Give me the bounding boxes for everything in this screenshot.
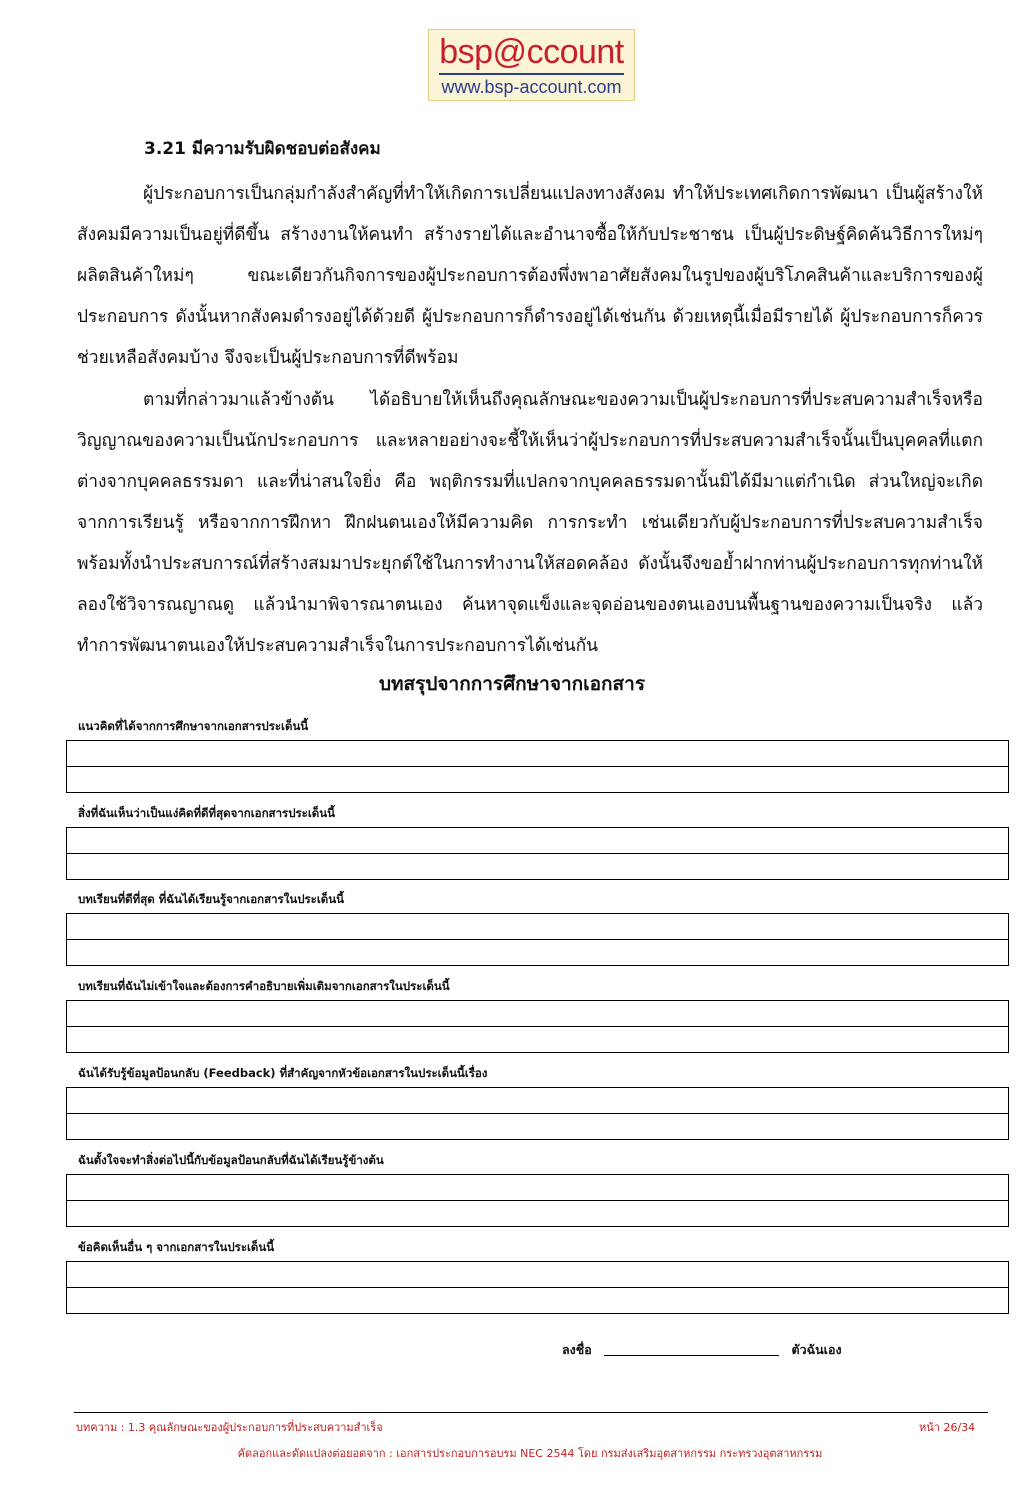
answer-box xyxy=(66,1174,1009,1227)
section-label: บทเรียนที่ดีที่สุด ที่ฉันได้เรียนรู้จากเอกสารในประเด็นนี้ xyxy=(78,892,344,906)
body-paragraph-1: ผู้ประกอบการเป็นกลุ่มกำลังสำคัญที่ทำให้เกิดการเปลี่ยนแปลงทางสังคม ทำให้ประเทศเกิดการพัฒนา เป็นผู้สร้างให้สังคมมีความเป็นอยู่ที่ดีขึ้น สร้างงานให้คนทำ สร้างรายได้และอำนาจซื้อให้กับประชาชน เป็นผู้ประดิษฐ์คิดค้นวิธีการใหม่ๆ ผลิตสินค้าใหม่ๆ ขณะเดียวกันกิจการของผู้ประกอบการต้องพึ่งพาอาศัยสังคมในรูปของผู้บริโภคสินค้าและบริการของผู้ประกอบการ ดังนั้นหากสังคมดำรงอยู่ได้ด้วยดี ผู้ประกอบการก็ดำรงอยู่ได้เช่นกัน ด้วยเหตุนี้เมื่อมีรายได้ ผู้ประกอบการก็ควรช่วยเหลือสังคมบ้าง จึงจะเป็นผู้ประกอบการที่ดีพร้อม xyxy=(77,184,983,368)
summary-section-next-actions xyxy=(66,1152,1009,1227)
answer-line-2[interactable] xyxy=(67,1026,1008,1052)
answer-box xyxy=(66,913,1009,966)
section-label: ฉันได้รับรู้ข้อมูลป้อนกลับ (Feedback) ที่สำคัญจากหัวข้อเอกสารในประเด็นนี้เรื่อง xyxy=(78,1066,488,1080)
signature-line xyxy=(562,1340,842,1360)
summary-section-best-insight xyxy=(66,805,1009,880)
signature-blank[interactable] xyxy=(604,1355,779,1356)
answer-line-1[interactable] xyxy=(67,1001,1008,1026)
footer-divider xyxy=(74,1412,988,1413)
section-label: ฉันตั้งใจจะทำสิ่งต่อไปนี้กับข้อมูลป้อนกลับที่ฉันได้เรียนรู้ข้างต้น xyxy=(78,1153,384,1167)
answer-box xyxy=(66,1261,1009,1314)
footer-source-credit: คัดลอกและดัดแปลงต่อยอดจาก : เอกสารประกอบการอบรม NEC 2544 โดย กรมส่งเสริมอุตสาหกรรม กระทรวงอุตสาหกรรม xyxy=(237,1447,823,1460)
answer-box xyxy=(66,827,1009,880)
summary-section-concepts xyxy=(66,718,1009,793)
answer-line-1[interactable] xyxy=(67,914,1008,939)
signature-prefix: ลงชื่อ xyxy=(562,1342,592,1357)
summary-section-best-lesson xyxy=(66,891,1009,966)
summary-section-unclear-lesson xyxy=(66,978,1009,1053)
section-label: ข้อคิดเห็นอื่น ๆ จากเอกสารในประเด็นนี้ xyxy=(78,1240,275,1254)
summary-section-feedback xyxy=(66,1065,1009,1140)
answer-line-1[interactable] xyxy=(67,1175,1008,1200)
summary-section-other-comments xyxy=(66,1239,1009,1314)
section-heading: 3.21 มีความรับผิดชอบต่อสังคม xyxy=(144,139,381,159)
answer-line-1[interactable] xyxy=(67,1262,1008,1287)
answer-line-2[interactable] xyxy=(67,1113,1008,1139)
body-paragraph-2: ตามที่กล่าวมาแล้วข้างต้น ได้อธิบายให้เห็นถึงคุณลักษณะของความเป็นผู้ประกอบการที่ประสบความสำเร็จหรือวิญญาณของความเป็นนักประกอบการ และหลายอย่างจะชี้ให้เห็นว่าผู้ประกอบการที่ประสบความสำเร็จนั้นเป็นบุคคลที่แตกต่างจากบุคคลธรรมดา และที่น่าสนใจยิ่ง คือ พฤติกรรมที่แปลกจากบุคคลธรรมดานั้นมิได้มีมาแต่กำเนิด ส่วนใหญ่จะเกิดจากการเรียนรู้ หรือจากการฝึกหา ฝึกฝนตนเองให้มีความคิด การกระทำ เช่นเดียวกับผู้ประกอบการที่ประสบความสำเร็จ พร้อมทั้งนำประสบการณ์ที่สร้างสมมาประยุกต์ใช้ในการทำงานให้สอดคล้อง ดังนั้นจึงขอย้ำฝากท่านผู้ประกอบการทุกท่านให้ลองใช้วิจารณญาณดู แล้วนำมาพิจารณาตนเอง ค้นหาจุดแข็งและจุดอ่อนของตนเองบนพื้นฐานของความเป็นจริง แล้วทำการพัฒนาตนเองให้ประสบความสำเร็จในการประกอบการได้เช่นกัน xyxy=(77,390,983,656)
answer-line-2[interactable] xyxy=(67,1200,1008,1226)
signature-suffix: ตัวฉันเอง xyxy=(791,1342,842,1357)
answer-line-2[interactable] xyxy=(67,1287,1008,1313)
footer-article-title: บทความ : 1.3 คุณลักษณะของผู้ประกอบการที่ประสบความสำเร็จ xyxy=(76,1421,383,1434)
answer-box xyxy=(66,1087,1009,1140)
section-label: แนวคิดที่ได้จากการศึกษาจากเอกสารประเด็นนี้ xyxy=(78,719,309,733)
answer-line-2[interactable] xyxy=(67,939,1008,965)
section-label: สิ่งที่ฉันเห็นว่าเป็นแง่คิดที่ดีที่สุดจากเอกสารประเด็นนี้ xyxy=(78,806,335,820)
section-label: บทเรียนที่ฉันไม่เข้าใจและต้องการคำอธิบายเพิ่มเติมจากเอกสารในประเด็นนี้ xyxy=(78,979,450,993)
answer-box xyxy=(66,740,1009,793)
answer-line-2[interactable] xyxy=(67,853,1008,879)
answer-line-1[interactable] xyxy=(67,741,1008,766)
footer-page-number: หน้า 26/34 xyxy=(919,1421,976,1434)
logo-url: www.bsp-account.com xyxy=(441,77,622,97)
company-logo xyxy=(428,29,635,101)
answer-line-2[interactable] xyxy=(67,766,1008,792)
answer-line-1[interactable] xyxy=(67,1088,1008,1113)
summary-title: บทสรุปจากการศึกษาจากเอกสาร xyxy=(378,673,646,695)
answer-line-1[interactable] xyxy=(67,828,1008,853)
answer-box xyxy=(66,1000,1009,1053)
logo-brand: bsp@ccount xyxy=(439,33,624,71)
